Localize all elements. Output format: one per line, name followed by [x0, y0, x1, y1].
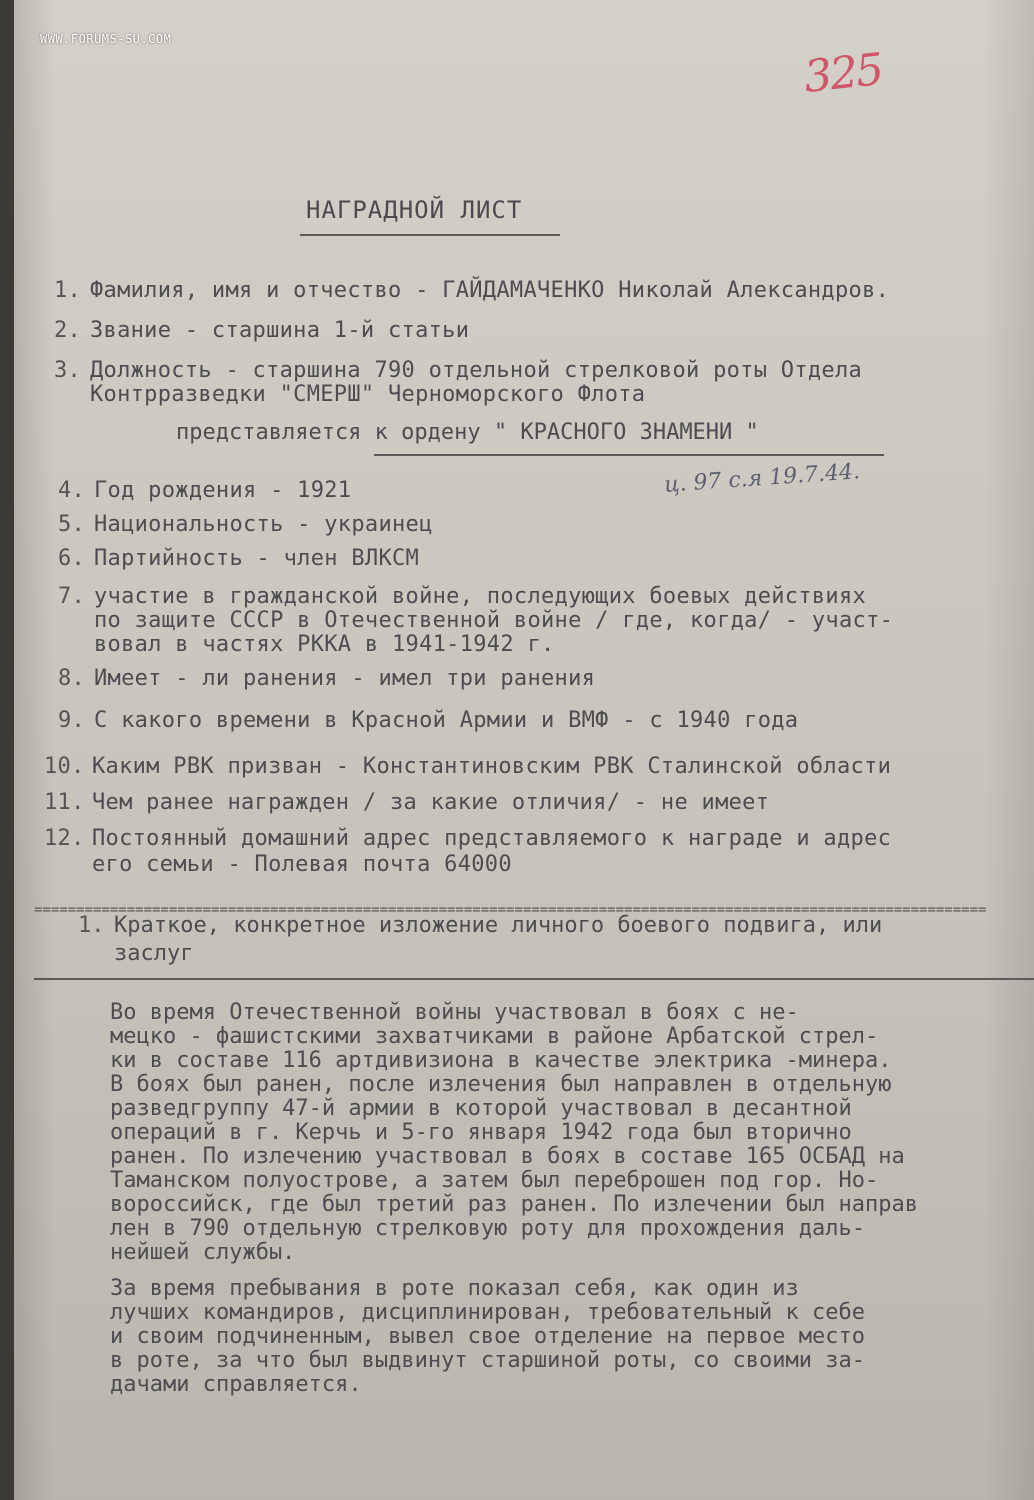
narrative-line: ки в составе 116 артдивизиона в качестве электрика -минера.	[110, 1048, 892, 1073]
narrative-line: в роте, за что был выдвинут старшиной роты, со своими за-	[110, 1348, 865, 1373]
section-heading: 1. Краткое, конкретное изложение личного боевого подвига, или заслуг	[78, 913, 883, 966]
item-9: 9. С какого времени в Красной Армии и ВМФ - с 1940 года	[58, 708, 799, 733]
watermark: WWW.FORUMS-SU.COM	[40, 32, 172, 46]
award-presentation: представляется к ордену " КРАСНОГО ЗНАМЕНИ "	[176, 420, 759, 445]
item-3-cont: Контрразведки "СМЕРШ" Черноморского Флота	[90, 382, 646, 407]
narrative-line: операций в г. Керчь и 5-го января 1942 года был вторично	[110, 1120, 852, 1145]
narrative-line: вороссийск, где был третий раз ранен. По излечении был направ	[110, 1192, 918, 1217]
separator-line: =================================================================================================================	[34, 902, 987, 918]
narrative-line: дачами справляется.	[110, 1372, 362, 1397]
section-rule	[34, 978, 1034, 980]
item-8: 8. Имеет - ли ранения - имел три ранения	[58, 666, 596, 691]
item-6: 6. Партийность - член ВЛКСМ	[58, 546, 420, 571]
handwritten-note: ц. 97 с.я 19.7.44.	[663, 459, 861, 498]
narrative-line: разведгруппу 47-й армии в которой участвовал в десантной	[110, 1096, 852, 1121]
narrative-line: нейшей службы.	[110, 1240, 296, 1265]
document-title: НАГРАДНОЙ ЛИСТ	[306, 196, 523, 224]
item-7-cont-2: вовал в частях РККА в 1941-1942 г.	[94, 632, 555, 657]
item-10: 10. Каким РВК призван - Константиновским РВК Сталинской области	[44, 754, 892, 779]
item-7-cont-1: по защите СССР в Отечественной войне / где, когда/ - участ-	[94, 608, 894, 633]
narrative-line: Таманском полуострове, а затем был переброшен под гор. Но-	[110, 1168, 879, 1193]
item-12-cont: его семьи - Полевая почта 64000	[92, 852, 512, 877]
item-2: 2. Звание - старшина 1-й статьи	[54, 318, 470, 343]
item-12: 12. Постоянный домашний адрес представляемого к награде и адрес	[44, 826, 892, 851]
narrative-line: лучших командиров, дисциплинирован, требовательный к себе	[110, 1300, 865, 1325]
narrative-line: За время пребывания в роте показал себя, как один из	[110, 1276, 799, 1301]
narrative-line: Во время Отечественной войны участвовал в боях с не-	[110, 1000, 799, 1025]
item-1: 1. Фамилия, имя и отчество - ГАЙДАМАЧЕНКО Николай Александров.	[54, 278, 890, 303]
narrative-line: мецко - фашистскими захватчиками в районе Арбатской стрел-	[110, 1024, 879, 1049]
title-underline	[300, 234, 560, 236]
narrative-line: ранен. По излечению участвовал в боях в составе 165 ОСБАД на	[110, 1144, 905, 1169]
document-page	[14, 0, 1034, 1500]
item-5: 5. Национальность - украинец	[58, 512, 433, 537]
narrative-line: В боях был ранен, после излечения был направлен в отдельную	[110, 1072, 892, 1097]
presentation-underline	[374, 454, 884, 456]
archive-page-number: 325	[801, 44, 885, 103]
item-4: 4. Год рождения - 1921	[58, 478, 352, 503]
item-3: 3. Должность - старшина 790 отдельной стрелковой роты Отдела	[54, 358, 863, 383]
narrative-line: и своим подчиненным, вывел свое отделение на первое место	[110, 1324, 865, 1349]
narrative-line: лен в 790 отдельную стрелковую роту для прохождения даль-	[110, 1216, 865, 1241]
item-11: 11. Чем ранее награжден / за какие отличия/ - не имеет	[44, 790, 770, 815]
item-7: 7. участие в гражданской войне, последующих боевых действиях	[58, 584, 867, 609]
